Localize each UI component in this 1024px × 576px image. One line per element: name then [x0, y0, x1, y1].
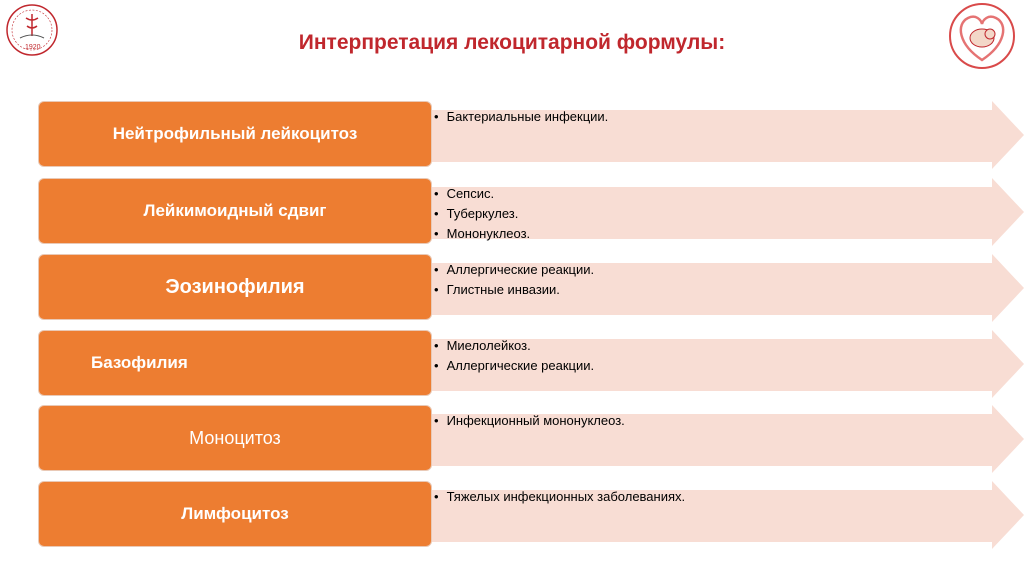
cause-item: • Мононуклеоз.	[434, 224, 530, 244]
cause-item: • Инфекционный мононуклеоз.	[434, 411, 625, 431]
cause-item: • Глистные инвазии.	[434, 280, 594, 300]
condition-label: Базофилия	[38, 330, 432, 396]
interpretation-row	[38, 481, 1024, 549]
causes-list	[434, 411, 625, 431]
interpretation-row	[38, 330, 1024, 398]
cause-item: • Сепсис.	[434, 184, 530, 204]
condition-label: Лимфоцитоз	[38, 481, 432, 547]
causes-list	[434, 487, 685, 507]
condition-label: Нейтрофильный лейкоцитоз	[38, 101, 432, 167]
causes-list	[434, 336, 594, 376]
cause-item: • Миелолейкоз.	[434, 336, 594, 356]
cause-item: • Туберкулез.	[434, 204, 530, 224]
cause-item: • Бактериальные инфекции.	[434, 107, 608, 127]
cause-item: • Тяжелых инфекционных заболеваниях.	[434, 487, 685, 507]
interpretation-row	[38, 178, 1024, 246]
interpretation-row	[38, 254, 1024, 322]
condition-label: Моноцитоз	[38, 405, 432, 471]
page-title: Интерпретация лекоцитарной формулы:	[298, 31, 726, 54]
interpretation-row	[38, 101, 1024, 169]
logo-year: 1920	[25, 44, 41, 51]
causes-list	[434, 184, 530, 244]
interpretation-row	[38, 405, 1024, 473]
causes-list	[434, 260, 594, 300]
condition-label: Лейкимоидный сдвиг	[38, 178, 432, 244]
condition-label: Эозинофилия	[38, 254, 432, 320]
cause-item: • Аллергические реакции.	[434, 356, 594, 376]
causes-list	[434, 107, 608, 127]
cause-item: • Аллергические реакции.	[434, 260, 594, 280]
